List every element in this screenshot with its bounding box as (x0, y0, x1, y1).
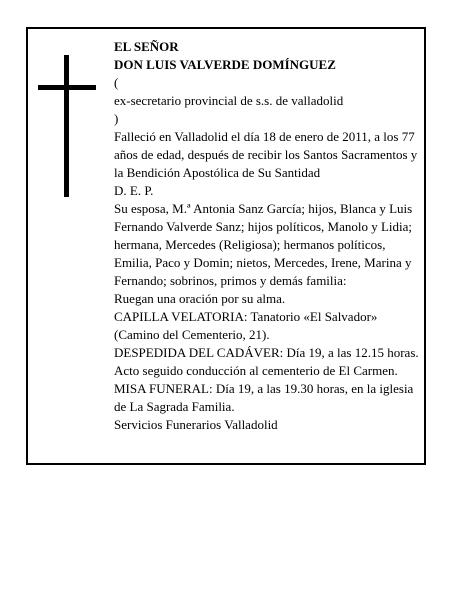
subtitle-open-paren: ( (114, 75, 119, 90)
chapel-info: CAPILLA VELATORIA: Tanatorio «El Salvador» (Camino del Cementerio, 21). (114, 309, 378, 342)
cross-vertical-bar (64, 55, 69, 197)
deceased-role: ex-secretario provincial de s.s. de valladolid (114, 93, 344, 108)
obituary-text (114, 38, 422, 434)
cross-horizontal-bar (38, 85, 96, 90)
family-list: Su esposa, M.ª Antonia Sanz García; hijos, Blanca y Luis Fernando Valverde Sanz; hijos políticos, Manolo y Lidia; hermana, Mercedes (Religiosa); hermanos políticos, Emilia, Paco y Domin; nietos, Mercedes, Irene, Marina y Fernando; sobrinos, primos y demás familia: (114, 201, 413, 288)
mass-info: MISA FUNERAL: Día 19, a las 19.30 horas, en la iglesia de La Sagrada Familia. (114, 381, 414, 414)
subtitle-close-paren: ) (114, 111, 119, 126)
dep-line: D. E. P. (114, 183, 154, 198)
header-title: EL SEÑOR (114, 39, 179, 54)
death-notice: Falleció en Valladolid el día 18 de enero de 2011, a los 77 años de edad, después de recibir los Santos Sacramentos y la Bendición Apostólica de Su Santidad (114, 129, 418, 180)
prayer-request: Ruegan una oración por su alma. (114, 291, 286, 306)
cross-icon (38, 55, 96, 197)
farewell-info: DESPEDIDA DEL CADÁVER: Día 19, a las 12.15 horas. Acto seguido conducción al cementerio de El Carmen. (114, 345, 419, 378)
funeral-services: Servicios Funerarios Valladolid (114, 417, 278, 432)
deceased-name: DON LUIS VALVERDE DOMÍNGUEZ (114, 57, 336, 72)
